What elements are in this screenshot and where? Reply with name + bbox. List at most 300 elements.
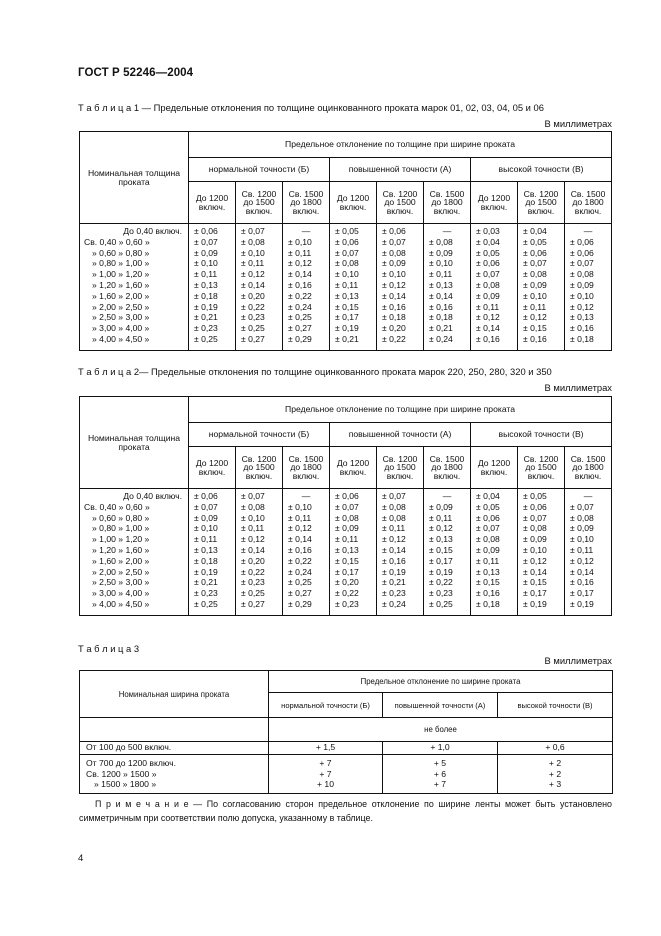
cell-value: ± 0,27 (241, 333, 265, 344)
width-header: Св. 1200 до 1500 включ. (518, 182, 565, 224)
cell-value: ± 0,12 (288, 523, 312, 534)
cell-value: ± 0,11 (335, 279, 359, 290)
table3-col-b: + 7 + 7 + 10 (269, 755, 383, 794)
row-label: » 2,00 » 2,50 » (92, 566, 150, 577)
group-header: Предельное отклонение по толщине при ширине проката (189, 397, 612, 423)
table3-row-label: » 1500 » 1800 » (94, 779, 157, 789)
cell-value: ± 0,20 (335, 577, 359, 588)
row-label: » 0,80 » 1,00 » (92, 258, 150, 269)
width-header: Св. 1200 до 1500 включ. (377, 447, 424, 489)
cell-value: ± 0,08 (241, 236, 265, 247)
cell-value: ± 0,08 (429, 236, 453, 247)
cell-value: ± 0,29 (288, 598, 312, 609)
cell-value: ± 0,15 (523, 323, 547, 334)
cell-value: ± 0,14 (382, 544, 406, 555)
cell-value: ± 0,09 (429, 247, 453, 258)
cell-value: ± 0,23 (429, 588, 453, 599)
cell-value: ± 0,12 (570, 301, 594, 312)
cell-value: ± 0,06 (194, 226, 218, 236)
width-header: Св. 1500 до 1800 включ. (283, 182, 330, 224)
cell-value: ± 0,09 (570, 523, 594, 534)
values-column (424, 224, 471, 351)
cell-value: ± 0,15 (429, 544, 453, 555)
cell-value: ± 0,11 (523, 301, 547, 312)
cell-value: ± 0,14 (429, 290, 453, 301)
width-header: До 1200 включ. (189, 447, 236, 489)
class-header: нормальной точности (Б) (189, 158, 330, 182)
cell-value: ± 0,07 (523, 512, 547, 523)
cell-value: ± 0,05 (335, 226, 359, 236)
note-label: П р и м е ч а н и е (95, 799, 189, 809)
width-header: Св. 1500 до 1800 включ. (283, 447, 330, 489)
table3-empty-cell (80, 718, 269, 742)
cell-value: ± 0,08 (523, 269, 547, 280)
table3-col-a: + 5 + 6 + 7 (383, 755, 498, 794)
values-column (283, 224, 330, 351)
cell-value: ± 0,08 (570, 269, 594, 280)
cell-value: ± 0,08 (382, 501, 406, 512)
cell-value: — (301, 226, 311, 236)
cell-value: ± 0,04 (476, 236, 500, 247)
values-column (424, 489, 471, 616)
cell-value: ± 0,15 (335, 301, 359, 312)
table2-units: В миллиметрах (544, 382, 612, 393)
cell-value: ± 0,14 (288, 269, 312, 280)
table3-row1-b: + 1,5 (269, 742, 383, 755)
cell-value: ± 0,09 (476, 544, 500, 555)
cell-value: ± 0,14 (241, 544, 265, 555)
cell-value: ± 0,10 (288, 501, 312, 512)
class-header: высокой точности (В) (471, 423, 612, 447)
table3-labels-cell (80, 755, 269, 794)
values-column (518, 489, 565, 616)
cell-value: ± 0,07 (476, 523, 500, 534)
cell-value: ± 0,21 (382, 577, 406, 588)
cell-value: ± 0,22 (241, 301, 265, 312)
values-column (565, 489, 612, 616)
cell-value: ± 0,09 (335, 523, 359, 534)
cell-value: ± 0,08 (523, 523, 547, 534)
row-label: » 0,60 » 0,80 » (92, 512, 150, 523)
cell-value: ± 0,13 (429, 534, 453, 545)
cell-value: ± 0,12 (288, 258, 312, 269)
values-column (236, 489, 283, 616)
page-number: 4 (78, 853, 84, 864)
cell-value: ± 0,22 (241, 566, 265, 577)
cell-value: ± 0,07 (523, 258, 547, 269)
class-header: повышенной точности (А) (330, 158, 471, 182)
cell-value: ± 0,19 (194, 566, 218, 577)
cell-value: ± 0,16 (382, 555, 406, 566)
cell-value: ± 0,07 (476, 269, 500, 280)
table1-title: Т а б л и ц а 1 — Предельные отклонения по толщине оцинкованного проката марок 01, 02, 03, 04, 05 и 06 (78, 102, 544, 113)
cell-value: ± 0,14 (476, 323, 500, 334)
table3-row-label: Св. 1200 » 1500 » (86, 768, 157, 779)
cell-value: ± 0,29 (288, 333, 312, 344)
cell-value: ± 0,09 (476, 290, 500, 301)
cell-value: — (583, 491, 593, 501)
row-label: » 1,60 » 2,00 » (92, 290, 150, 301)
table3-row1-a: + 1,0 (383, 742, 498, 755)
table3-col-v: + 2 + 2 + 3 (498, 755, 613, 794)
cell-value: ± 0,25 (288, 577, 312, 588)
cell-value: ± 0,08 (335, 512, 359, 523)
cell-value: ± 0,20 (382, 323, 406, 334)
row-label: » 4,00 » 4,50 » (92, 333, 150, 344)
cell-value: ± 0,17 (570, 588, 594, 599)
values-column (236, 224, 283, 351)
cell-value: ± 0,11 (288, 247, 312, 258)
cell-value: ± 0,25 (241, 323, 265, 334)
width-header: До 1200 включ. (330, 182, 377, 224)
cell-value: ± 0,16 (523, 333, 547, 344)
values-column (471, 224, 518, 351)
cell-value: ± 0,11 (241, 523, 265, 534)
row-label: » 1,00 » 1,20 » (92, 269, 150, 280)
cell-value: ± 0,16 (382, 301, 406, 312)
cell-value: ± 0,11 (429, 512, 453, 523)
cell-value: ± 0,13 (194, 544, 218, 555)
table3-units: В миллиметрах (544, 655, 612, 666)
cell-value: ± 0,09 (429, 501, 453, 512)
cell-value: ± 0,21 (194, 577, 218, 588)
cell-value: ± 0,12 (382, 279, 406, 290)
table3-row1-label: От 100 до 500 включ. (80, 742, 269, 755)
row-label: До 0,40 включ. (123, 226, 182, 236)
cell-value: ± 0,24 (429, 333, 453, 344)
cell-value: ± 0,22 (429, 577, 453, 588)
cell-value: ± 0,06 (570, 247, 594, 258)
note-text: — По согласованию сторон предельное отклонение по ширине ленты может быть установлено симметричным при соответствии полю допуска, указанному в таблице. (79, 799, 612, 823)
cell-value: ± 0,23 (335, 598, 359, 609)
cell-value: ± 0,10 (194, 258, 218, 269)
cell-value: ± 0,07 (194, 501, 218, 512)
row-label: » 4,00 » 4,50 » (92, 598, 150, 609)
cell-value: ± 0,10 (429, 258, 453, 269)
cell-value: ± 0,06 (194, 491, 218, 501)
cell-value: ± 0,07 (570, 501, 594, 512)
values-column (471, 489, 518, 616)
cell-value: ± 0,11 (194, 269, 218, 280)
row-label: » 1,20 » 1,60 » (92, 544, 150, 555)
cell-value: ± 0,09 (523, 534, 547, 545)
cell-value: ± 0,11 (476, 555, 500, 566)
row-label: » 1,60 » 2,00 » (92, 555, 150, 566)
table3-row1-v: + 0,6 (498, 742, 613, 755)
cell-value: ± 0,19 (194, 301, 218, 312)
values-column (330, 489, 377, 616)
cell-value: ± 0,16 (288, 279, 312, 290)
cell-value: ± 0,16 (429, 301, 453, 312)
cell-value: ± 0,23 (382, 588, 406, 599)
cell-value: ± 0,12 (241, 269, 265, 280)
row-label: Св. 0,40 » 0,60 » (84, 236, 150, 247)
width-header: Св. 1200 до 1500 включ. (377, 182, 424, 224)
cell-value: ± 0,14 (241, 279, 265, 290)
cell-value: ± 0,04 (476, 491, 500, 501)
width-header: Св. 1500 до 1800 включ. (565, 447, 612, 489)
cell-value: ± 0,06 (335, 491, 359, 501)
cell-value: ± 0,03 (476, 226, 500, 236)
cell-value: ± 0,09 (382, 258, 406, 269)
cell-value: ± 0,23 (241, 312, 265, 323)
cell-value: ± 0,12 (429, 523, 453, 534)
cell-value: ± 0,06 (523, 501, 547, 512)
cell-value: ± 0,10 (523, 544, 547, 555)
row-label: Св. 0,40 » 0,60 » (84, 501, 150, 512)
row-label: » 0,60 » 0,80 » (92, 247, 150, 258)
cell-value: ± 0,12 (523, 312, 547, 323)
cell-value: ± 0,23 (241, 577, 265, 588)
values-column (330, 224, 377, 351)
table3-title: Т а б л и ц а 3 (78, 643, 140, 654)
cell-value: ± 0,16 (288, 544, 312, 555)
table3 (79, 670, 613, 794)
table3-class-v: высокой точности (В) (498, 693, 613, 718)
class-header: повышенной точности (А) (330, 423, 471, 447)
cell-value: ± 0,10 (523, 290, 547, 301)
cell-value: ± 0,10 (241, 247, 265, 258)
cell-value: ± 0,17 (335, 312, 359, 323)
cell-value: ± 0,07 (241, 226, 265, 236)
cell-value: ± 0,05 (523, 236, 547, 247)
cell-value: ± 0,10 (570, 534, 594, 545)
width-header: До 1200 включ. (189, 182, 236, 224)
row-label: » 3,00 » 4,00 » (92, 588, 150, 599)
cell-value: ± 0,16 (570, 577, 594, 588)
table3-group-header: Предельное отклонение по ширине проката (269, 671, 613, 693)
group-header: Предельное отклонение по толщине при ширине проката (189, 132, 612, 158)
cell-value: ± 0,14 (570, 566, 594, 577)
values-column (189, 489, 236, 616)
cell-value: ± 0,25 (194, 598, 218, 609)
cell-value: ± 0,13 (335, 290, 359, 301)
cell-value: ± 0,06 (570, 236, 594, 247)
table1-grid (79, 131, 612, 351)
cell-value: ± 0,25 (429, 598, 453, 609)
row-label: » 0,80 » 1,00 » (92, 523, 150, 534)
cell-value: ± 0,06 (476, 512, 500, 523)
cell-value: ± 0,12 (523, 555, 547, 566)
row-label: » 2,50 » 3,00 » (92, 577, 150, 588)
cell-value: ± 0,12 (476, 312, 500, 323)
cell-value: ± 0,04 (523, 226, 547, 236)
cell-value: ± 0,07 (241, 491, 265, 501)
cell-value: ± 0,06 (335, 236, 359, 247)
cell-value: ± 0,11 (429, 269, 453, 280)
cell-value: ± 0,13 (194, 279, 218, 290)
cell-value: ± 0,08 (570, 512, 594, 523)
cell-value: ± 0,11 (382, 523, 406, 534)
cell-value: ± 0,11 (194, 534, 218, 545)
cell-value: — (301, 491, 311, 501)
cell-value: ± 0,25 (194, 333, 218, 344)
cell-value: ± 0,13 (429, 279, 453, 290)
cell-value: ± 0,22 (288, 290, 312, 301)
cell-value: ± 0,10 (288, 236, 312, 247)
cell-value: ± 0,14 (288, 534, 312, 545)
cell-value: ± 0,15 (523, 577, 547, 588)
table2-grid (79, 396, 612, 616)
table3-class-b: нормальной точности (Б) (269, 693, 383, 718)
row-label: » 2,00 » 2,50 » (92, 301, 150, 312)
width-header: Св. 1500 до 1800 включ. (424, 447, 471, 489)
cell-value: ± 0,21 (194, 312, 218, 323)
cell-value: ± 0,19 (382, 566, 406, 577)
cell-value: ± 0,11 (570, 544, 594, 555)
cell-value: ± 0,05 (476, 247, 500, 258)
width-header: Св. 1500 до 1800 включ. (424, 182, 471, 224)
cell-value: ± 0,16 (570, 323, 594, 334)
cell-value: ± 0,27 (288, 323, 312, 334)
cell-value: ± 0,22 (382, 333, 406, 344)
cell-value: ± 0,19 (570, 598, 594, 609)
cell-value: ± 0,25 (241, 588, 265, 599)
cell-value: ± 0,11 (476, 301, 500, 312)
cell-value: ± 0,14 (382, 290, 406, 301)
cell-value: ± 0,17 (429, 555, 453, 566)
values-column (189, 224, 236, 351)
cell-value: ± 0,09 (194, 247, 218, 258)
cell-value: ± 0,19 (523, 598, 547, 609)
cell-value: ± 0,27 (241, 598, 265, 609)
cell-value: ± 0,22 (335, 588, 359, 599)
cell-value: ± 0,14 (523, 566, 547, 577)
cell-value: ± 0,10 (194, 523, 218, 534)
cell-value: ± 0,07 (194, 236, 218, 247)
cell-value: ± 0,07 (335, 501, 359, 512)
row-label: До 0,40 включ. (123, 491, 182, 501)
cell-value: ± 0,10 (335, 269, 359, 280)
cell-value: ± 0,13 (335, 544, 359, 555)
cell-value: ± 0,23 (194, 588, 218, 599)
cell-value: ± 0,17 (523, 588, 547, 599)
cell-value: ± 0,16 (476, 588, 500, 599)
table3-limit: не более (269, 718, 613, 742)
width-header: Св. 1200 до 1500 включ. (236, 447, 283, 489)
row-header: Номинальная толщина проката (80, 397, 189, 489)
cell-value: ± 0,21 (335, 333, 359, 344)
row-label: » 1,20 » 1,60 » (92, 279, 150, 290)
values-column (518, 224, 565, 351)
values-column (565, 224, 612, 351)
cell-value: ± 0,20 (241, 290, 265, 301)
cell-value: ± 0,08 (476, 534, 500, 545)
row-label: » 2,50 » 3,00 » (92, 312, 150, 323)
cell-value: — (442, 226, 452, 236)
cell-value: ± 0,19 (429, 566, 453, 577)
cell-value: — (583, 226, 593, 236)
cell-value: ± 0,16 (476, 333, 500, 344)
table1-units: В миллиметрах (544, 118, 612, 129)
width-header: Св. 1500 до 1800 включ. (565, 182, 612, 224)
cell-value: ± 0,18 (382, 312, 406, 323)
cell-value: ± 0,12 (241, 534, 265, 545)
cell-value: ± 0,11 (335, 534, 359, 545)
width-header: Св. 1200 до 1500 включ. (518, 447, 565, 489)
cell-value: ± 0,23 (194, 323, 218, 334)
cell-value: ± 0,09 (523, 279, 547, 290)
class-header: нормальной точности (Б) (189, 423, 330, 447)
cell-value: ± 0,07 (335, 247, 359, 258)
cell-value: ± 0,22 (288, 555, 312, 566)
cell-value: ± 0,27 (288, 588, 312, 599)
cell-value: ± 0,05 (476, 501, 500, 512)
cell-value: ± 0,13 (476, 566, 500, 577)
cell-value: ± 0,08 (241, 501, 265, 512)
cell-value: ± 0,24 (288, 566, 312, 577)
cell-value: ± 0,18 (194, 555, 218, 566)
thickness-labels (80, 224, 189, 351)
cell-value: ± 0,08 (382, 512, 406, 523)
cell-value: ± 0,06 (476, 258, 500, 269)
row-label: » 3,00 » 4,00 » (92, 323, 150, 334)
cell-value: ± 0,07 (382, 491, 406, 501)
cell-value: ± 0,08 (476, 279, 500, 290)
values-column (377, 224, 424, 351)
cell-value: ± 0,15 (335, 555, 359, 566)
values-column (377, 489, 424, 616)
row-label: » 1,00 » 1,20 » (92, 534, 150, 545)
cell-value: ± 0,09 (570, 279, 594, 290)
cell-value: ± 0,10 (241, 512, 265, 523)
cell-value: ± 0,11 (241, 258, 265, 269)
cell-value: ± 0,10 (382, 269, 406, 280)
cell-value: ± 0,18 (429, 312, 453, 323)
cell-value: ± 0,18 (570, 333, 594, 344)
cell-value: ± 0,18 (476, 598, 500, 609)
cell-value: ± 0,24 (382, 598, 406, 609)
width-header: До 1200 включ. (330, 447, 377, 489)
values-column (283, 489, 330, 616)
row-header: Номинальная толщина проката (80, 132, 189, 224)
cell-value: ± 0,13 (570, 312, 594, 323)
cell-value: ± 0,12 (382, 534, 406, 545)
cell-value: ± 0,06 (382, 226, 406, 236)
cell-value: ± 0,08 (335, 258, 359, 269)
width-header: До 1200 включ. (471, 182, 518, 224)
cell-value: ± 0,17 (335, 566, 359, 577)
cell-value: ± 0,15 (476, 577, 500, 588)
cell-value: ± 0,11 (288, 512, 312, 523)
width-header: Св. 1200 до 1500 включ. (236, 182, 283, 224)
width-header: До 1200 включ. (471, 447, 518, 489)
cell-value: ± 0,21 (429, 323, 453, 334)
table2-title: Т а б л и ц а 2— Предельные отклонения по толщине оцинкованного проката марок 220, 250, 280, 320 и 350 (78, 366, 552, 377)
cell-value: ± 0,18 (194, 290, 218, 301)
table3-row-label: От 700 до 1200 включ. (86, 758, 176, 768)
class-header: высокой точности (В) (471, 158, 612, 182)
table3-note (79, 797, 612, 825)
thickness-labels (80, 489, 189, 616)
table3-row-header: Номинальная ширина проката (80, 671, 269, 718)
document-code: ГОСТ Р 52246—2004 (78, 67, 194, 79)
cell-value: ± 0,05 (523, 491, 547, 501)
cell-value: ± 0,07 (570, 258, 594, 269)
cell-value: ± 0,19 (335, 323, 359, 334)
cell-value: ± 0,07 (382, 236, 406, 247)
cell-value: ± 0,25 (288, 312, 312, 323)
cell-value: ± 0,09 (194, 512, 218, 523)
cell-value: — (442, 491, 452, 501)
cell-value: ± 0,24 (288, 301, 312, 312)
cell-value: ± 0,10 (570, 290, 594, 301)
cell-value: ± 0,06 (523, 247, 547, 258)
cell-value: ± 0,20 (241, 555, 265, 566)
cell-value: ± 0,08 (382, 247, 406, 258)
cell-value: ± 0,12 (570, 555, 594, 566)
table3-class-a: повышенной точности (А) (383, 693, 498, 718)
